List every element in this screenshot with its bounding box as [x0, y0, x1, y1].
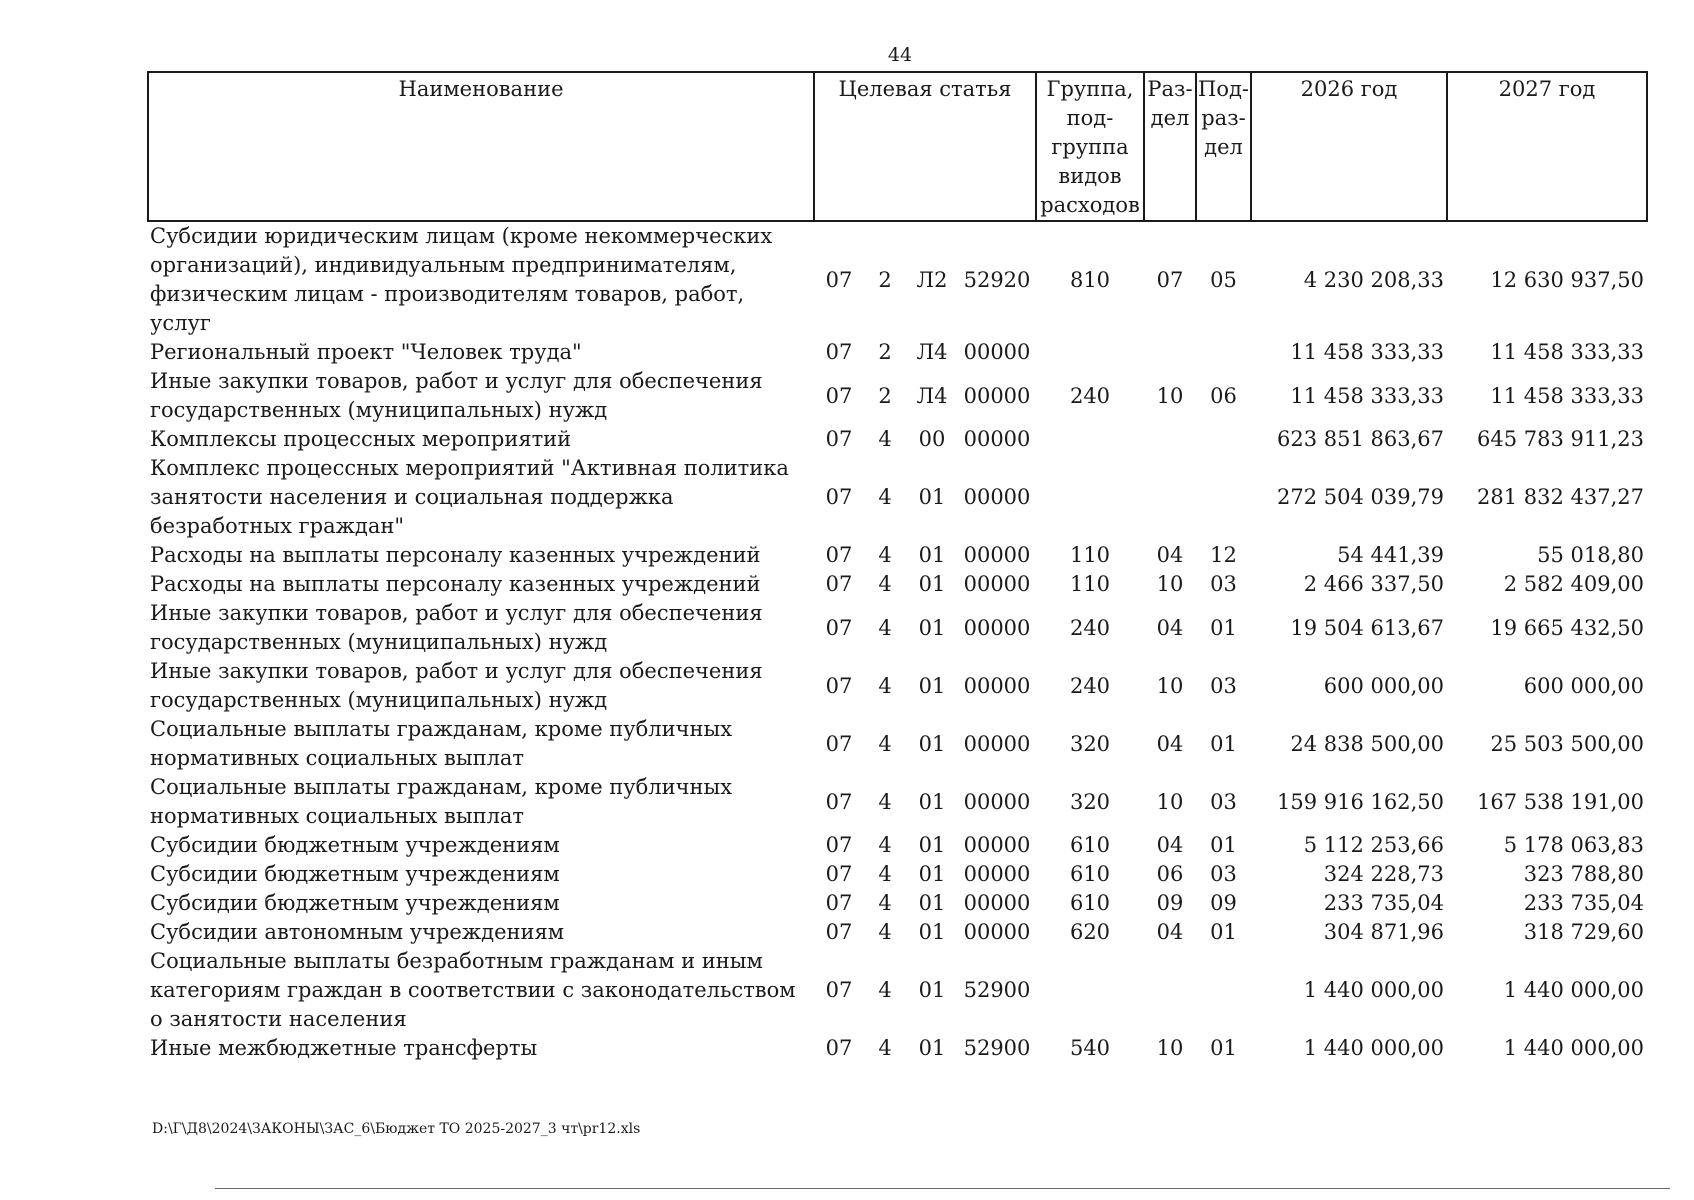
- target-direction: 00000: [963, 572, 1031, 596]
- table-row: [148, 715, 1647, 773]
- amount-2026: 1 440 000,00: [1303, 1036, 1444, 1060]
- target-direction: 00000: [963, 862, 1031, 886]
- target-program: 07: [825, 427, 853, 451]
- target-subprogram: 4: [878, 673, 892, 698]
- amount-2026: 159 916 162,50: [1276, 789, 1444, 814]
- row-name: Социальные выплаты гражданам, кроме публичных нормативных социальных выплат: [150, 775, 733, 828]
- target-program: 07: [825, 383, 853, 408]
- amount-2027: 600 000,00: [1523, 673, 1644, 698]
- target-subprogram: 4: [878, 427, 892, 451]
- table-row: [148, 338, 1647, 367]
- header-section: Раз- дел: [1144, 72, 1196, 221]
- amount-2027: 323 788,80: [1523, 862, 1644, 886]
- amount-2026: 54 441,39: [1337, 543, 1444, 567]
- target-event: Л4: [916, 383, 948, 408]
- amount-2026: 19 504 613,67: [1290, 615, 1444, 640]
- expense-group: 610: [1069, 862, 1111, 886]
- table-body: [148, 221, 1647, 1063]
- row-name: Комплексы процессных мероприятий: [150, 427, 572, 451]
- section: 04: [1156, 543, 1184, 567]
- target-event: 01: [918, 731, 946, 756]
- target-subprogram: 4: [878, 1036, 892, 1060]
- section: 10: [1156, 1036, 1184, 1060]
- expense-group: 540: [1069, 1036, 1111, 1060]
- table-row: [148, 860, 1647, 889]
- section: [1144, 454, 1196, 541]
- subsection: [1196, 454, 1251, 541]
- amount-2026: 24 838 500,00: [1290, 731, 1444, 756]
- amount-2027: 1 440 000,00: [1503, 978, 1644, 1002]
- target-event: 00: [918, 427, 946, 451]
- expense-group: 240: [1069, 383, 1111, 408]
- target-subprogram: 4: [878, 833, 892, 857]
- expense-group: 240: [1069, 615, 1111, 640]
- target-direction: 52920: [963, 267, 1031, 292]
- amount-2026: 2 466 337,50: [1303, 572, 1444, 596]
- row-name: Иные закупки товаров, работ и услуг для обеспечения государственных (муниципальных) нужд: [150, 369, 763, 422]
- amount-2026: 623 851 863,67: [1276, 427, 1444, 451]
- target-event: 01: [918, 1036, 946, 1060]
- amount-2026: 11 458 333,33: [1290, 340, 1444, 364]
- target-program: 07: [825, 572, 853, 596]
- amount-2027: 11 458 333,33: [1490, 340, 1644, 364]
- target-direction: 00000: [963, 731, 1031, 756]
- target-direction: 52900: [963, 978, 1031, 1002]
- target-subprogram: 4: [878, 891, 892, 915]
- row-name: Социальные выплаты безработным гражданам и иным категориям граждан в соответствии с законодательством о занятости населения: [150, 949, 796, 1031]
- target-subprogram: 4: [878, 978, 892, 1002]
- target-direction: 00000: [963, 920, 1031, 944]
- target-program: 07: [825, 1036, 853, 1060]
- target-direction: 00000: [963, 789, 1031, 814]
- target-program: 07: [825, 340, 853, 364]
- target-direction: 00000: [963, 485, 1031, 509]
- table-row: [148, 367, 1647, 425]
- table-header-row: [148, 72, 1647, 221]
- target-direction: 00000: [963, 615, 1031, 640]
- subsection: 03: [1210, 789, 1237, 814]
- header-target-article: Целевая статья: [814, 72, 1036, 221]
- row-name: Субсидии бюджетным учреждениям: [150, 833, 560, 857]
- target-event: 01: [918, 485, 946, 509]
- amount-2027: 645 783 911,23: [1476, 427, 1644, 451]
- subsection: 12: [1210, 543, 1237, 567]
- page-number: 44: [887, 44, 913, 66]
- target-program: 07: [825, 485, 853, 509]
- target-program: 07: [825, 731, 853, 756]
- row-name: Иные закупки товаров, работ и услуг для обеспечения государственных (муниципальных) нужд: [150, 601, 763, 654]
- amount-2027: 25 503 500,00: [1490, 731, 1644, 756]
- expense-group: [1036, 338, 1144, 367]
- table-row: [148, 454, 1647, 541]
- row-name: Расходы на выплаты персоналу казенных учреждений: [150, 572, 761, 596]
- table-row: [148, 918, 1647, 947]
- footer-file-path: D:\Г\Д8\2024\ЗАКОНЫ\ЗАС_6\Бюджет ТО 2025-2027_3 чт\pr12.xls: [152, 1121, 641, 1137]
- subsection: 03: [1210, 572, 1237, 596]
- expense-group: [1036, 454, 1144, 541]
- budget-table: [147, 71, 1648, 1063]
- target-subprogram: 2: [878, 267, 892, 292]
- row-name: Региональный проект "Человек труда": [150, 340, 582, 364]
- amount-2027: 11 458 333,33: [1490, 383, 1644, 408]
- target-program: 07: [825, 267, 853, 292]
- section: 10: [1156, 383, 1184, 408]
- target-event: 01: [918, 543, 946, 567]
- subsection: [1196, 425, 1251, 454]
- target-subprogram: 4: [878, 731, 892, 756]
- row-name: Субсидии автономным учреждениям: [150, 920, 565, 944]
- subsection: 03: [1210, 673, 1237, 698]
- amount-2027: 281 832 437,27: [1476, 485, 1644, 509]
- target-direction: 00000: [963, 427, 1031, 451]
- table-row: [148, 773, 1647, 831]
- section: 04: [1156, 731, 1184, 756]
- subsection: 03: [1210, 862, 1237, 886]
- amount-2026: 4 230 208,33: [1303, 267, 1444, 292]
- amount-2026: 5 112 253,66: [1303, 833, 1444, 857]
- target-program: 07: [825, 920, 853, 944]
- section: 10: [1156, 572, 1184, 596]
- amount-2026: 233 735,04: [1323, 891, 1444, 915]
- target-event: 01: [918, 920, 946, 944]
- table-row: [148, 831, 1647, 860]
- section: 04: [1156, 615, 1184, 640]
- target-event: 01: [918, 615, 946, 640]
- amount-2026: 11 458 333,33: [1290, 383, 1444, 408]
- expense-group: [1036, 425, 1144, 454]
- target-event: Л2: [916, 267, 948, 292]
- table-row: [148, 425, 1647, 454]
- subsection: 01: [1210, 833, 1237, 857]
- target-subprogram: 4: [878, 920, 892, 944]
- target-direction: 00000: [963, 383, 1031, 408]
- amount-2026: 272 504 039,79: [1276, 485, 1444, 509]
- expense-group: 610: [1069, 833, 1111, 857]
- row-name: Субсидии бюджетным учреждениям: [150, 862, 560, 886]
- row-name: Иные закупки товаров, работ и услуг для обеспечения государственных (муниципальных) нужд: [150, 659, 763, 712]
- target-event: 01: [918, 862, 946, 886]
- target-direction: 00000: [963, 891, 1031, 915]
- section: 07: [1156, 267, 1184, 292]
- header-year-2026: 2026 год: [1251, 72, 1447, 221]
- subsection: 01: [1210, 615, 1237, 640]
- target-direction: 00000: [963, 340, 1031, 364]
- row-name: Комплекс процессных мероприятий "Активная политика занятости населения и социальная поддержка безработных граждан": [150, 456, 789, 538]
- table-row: [148, 570, 1647, 599]
- expense-group: 320: [1069, 789, 1111, 814]
- section: [1144, 338, 1196, 367]
- expense-group: 110: [1069, 543, 1111, 567]
- expense-group: 240: [1069, 673, 1111, 698]
- expense-group: 810: [1069, 267, 1111, 292]
- subsection: [1196, 947, 1251, 1034]
- subsection: 09: [1210, 891, 1237, 915]
- section: 04: [1156, 920, 1184, 944]
- section: [1144, 947, 1196, 1034]
- amount-2026: 304 871,96: [1323, 920, 1444, 944]
- target-program: 07: [825, 615, 853, 640]
- target-subprogram: 4: [878, 485, 892, 509]
- table-row: [148, 221, 1647, 338]
- expense-group: 620: [1069, 920, 1111, 944]
- target-subprogram: 2: [878, 383, 892, 408]
- expense-group: [1036, 947, 1144, 1034]
- section: 09: [1156, 891, 1184, 915]
- target-subprogram: 4: [878, 862, 892, 886]
- section: 10: [1156, 673, 1184, 698]
- target-event: 01: [918, 789, 946, 814]
- amount-2026: 600 000,00: [1323, 673, 1444, 698]
- amount-2027: 233 735,04: [1523, 891, 1644, 915]
- target-program: 07: [825, 978, 853, 1002]
- row-name: Иные межбюджетные трансферты: [150, 1036, 538, 1060]
- subsection: 01: [1210, 920, 1237, 944]
- target-program: 07: [825, 862, 853, 886]
- target-program: 07: [825, 673, 853, 698]
- row-name: Субсидии бюджетным учреждениям: [150, 891, 560, 915]
- amount-2027: 318 729,60: [1523, 920, 1644, 944]
- expense-group: 110: [1069, 572, 1111, 596]
- subsection: [1196, 338, 1251, 367]
- subsection: 01: [1210, 731, 1237, 756]
- target-program: 07: [825, 543, 853, 567]
- target-direction: 00000: [963, 833, 1031, 857]
- section: [1144, 425, 1196, 454]
- table-row: [148, 1034, 1647, 1063]
- target-event: 01: [918, 572, 946, 596]
- amount-2026: 324 228,73: [1323, 862, 1444, 886]
- row-name: Субсидии юридическим лицам (кроме некоммерческих организаций), индивидуальным предпринимателям, физическим лицам - производителям товаров, работ, услуг: [150, 224, 773, 335]
- amount-2027: 1 440 000,00: [1503, 1036, 1644, 1060]
- amount-2027: 19 665 432,50: [1490, 615, 1644, 640]
- expense-group: 610: [1069, 891, 1111, 915]
- target-event: 01: [918, 833, 946, 857]
- table-row: [148, 541, 1647, 570]
- target-event: Л4: [916, 340, 948, 364]
- section: 06: [1156, 862, 1184, 886]
- section: 10: [1156, 789, 1184, 814]
- expense-group: 320: [1069, 731, 1111, 756]
- target-program: 07: [825, 833, 853, 857]
- target-program: 07: [825, 789, 853, 814]
- amount-2026: 1 440 000,00: [1303, 978, 1444, 1002]
- table-row: [148, 947, 1647, 1034]
- table-row: [148, 599, 1647, 657]
- target-subprogram: 2: [878, 340, 892, 364]
- target-subprogram: 4: [878, 572, 892, 596]
- target-event: 01: [918, 978, 946, 1002]
- header-year-2027: 2027 год: [1447, 72, 1647, 221]
- row-name: Расходы на выплаты персоналу казенных учреждений: [150, 543, 761, 567]
- target-program: 07: [825, 891, 853, 915]
- row-name: Социальные выплаты гражданам, кроме публичных нормативных социальных выплат: [150, 717, 733, 770]
- amount-2027: 12 630 937,50: [1490, 267, 1644, 292]
- bottom-rule: [215, 1188, 1670, 1189]
- target-event: 01: [918, 891, 946, 915]
- header-subsection: Под- раз- дел: [1196, 72, 1251, 221]
- subsection: 01: [1210, 1036, 1237, 1060]
- subsection: 06: [1210, 383, 1237, 408]
- table-row: [148, 657, 1647, 715]
- target-direction: 00000: [963, 673, 1031, 698]
- target-direction: 00000: [963, 543, 1031, 567]
- target-direction: 52900: [963, 1036, 1031, 1060]
- amount-2027: 2 582 409,00: [1503, 572, 1644, 596]
- amount-2027: 167 538 191,00: [1476, 789, 1644, 814]
- target-subprogram: 4: [878, 543, 892, 567]
- subsection: 05: [1210, 267, 1237, 292]
- target-subprogram: 4: [878, 615, 892, 640]
- section: 04: [1156, 833, 1184, 857]
- target-subprogram: 4: [878, 789, 892, 814]
- header-expense-group: Группа, под- группа видов расходов: [1036, 72, 1144, 221]
- amount-2027: 5 178 063,83: [1503, 833, 1644, 857]
- amount-2027: 55 018,80: [1537, 543, 1644, 567]
- header-name: Наименование: [148, 72, 814, 221]
- target-event: 01: [918, 673, 946, 698]
- table-row: [148, 889, 1647, 918]
